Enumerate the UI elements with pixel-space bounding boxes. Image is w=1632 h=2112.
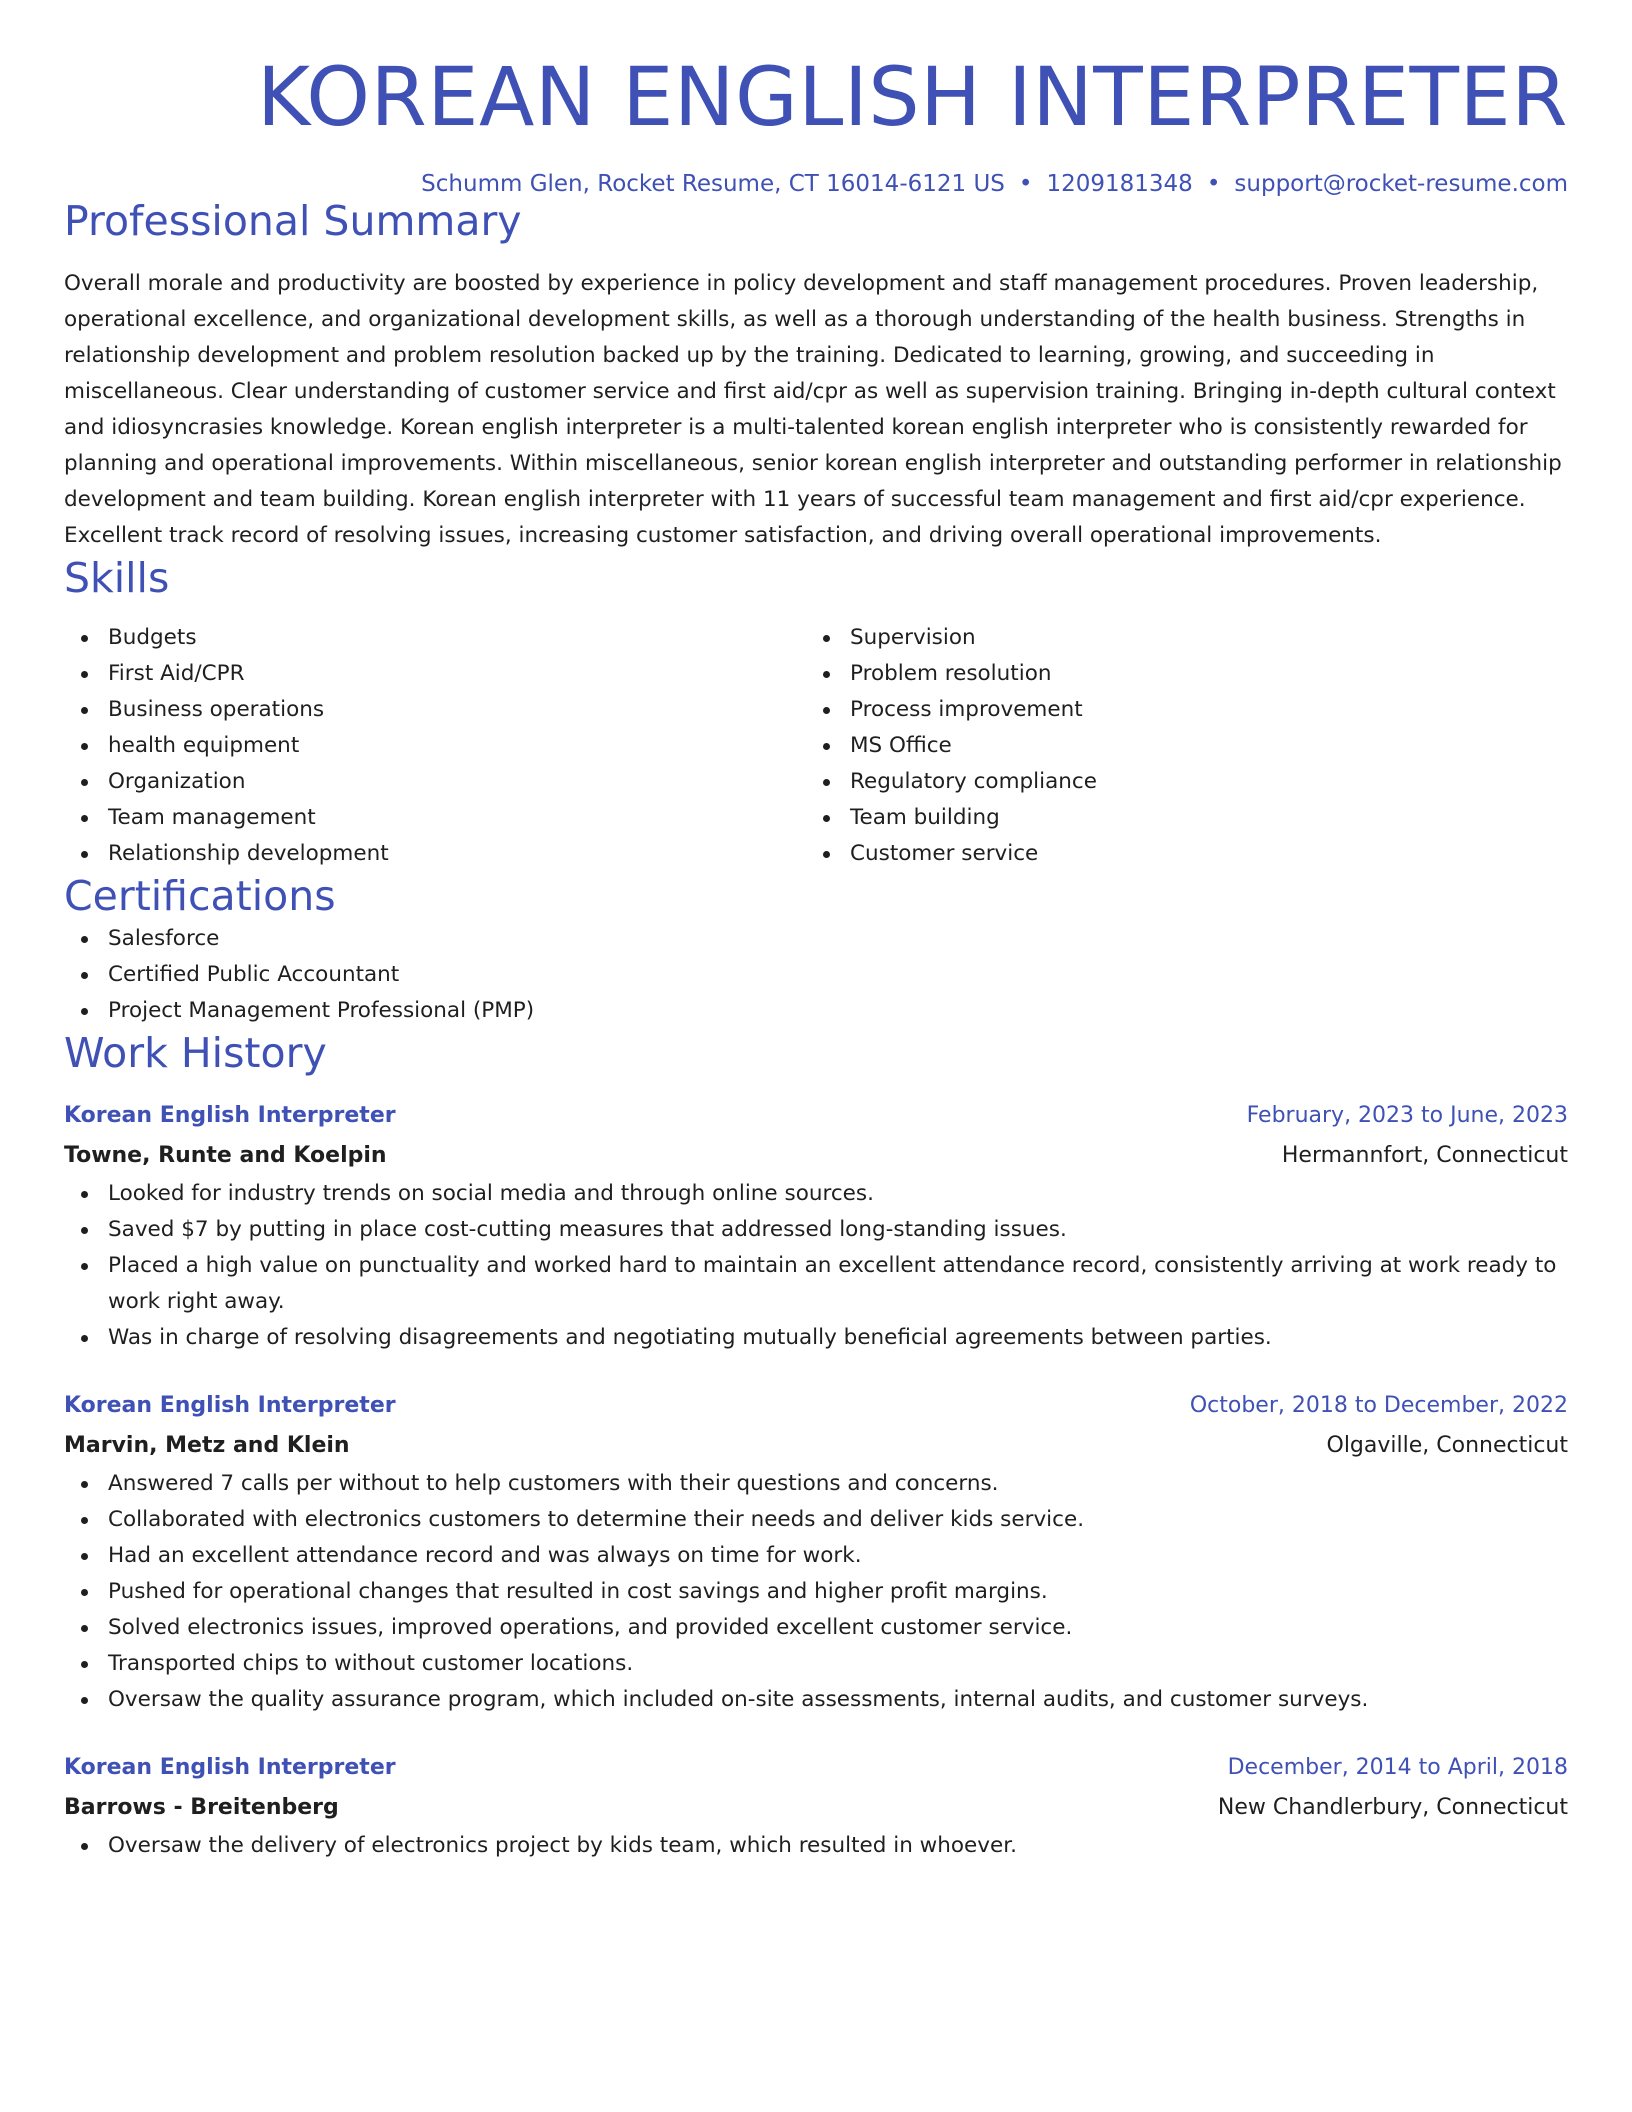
contact-line (64, 171, 1568, 197)
job-duties-list (64, 1176, 1568, 1356)
skill-item: Team building (806, 800, 1548, 836)
job-duty-item: Solved electronics issues, improved operations, and provided excellent customer service. (64, 1610, 1568, 1646)
job-company: Marvin, Metz and Klein (64, 1432, 350, 1458)
job-entry (64, 1096, 1568, 1356)
contact-address: Schumm Glen, Rocket Resume, CT 16014-6121 US (421, 171, 1005, 198)
skills-column-left (64, 620, 806, 872)
job-header-row (64, 1386, 1568, 1426)
skills-list-left (64, 620, 806, 872)
resume-title: KOREAN ENGLISH INTERPRETER (257, 51, 1568, 145)
job-header-row (64, 1748, 1568, 1788)
skills-grid (64, 620, 1568, 872)
job-duty-item: Placed a high value on punctuality and worked hard to maintain an excellent attendance record, consistently arriving at work ready to work right away. (64, 1248, 1568, 1320)
skill-item: First Aid/CPR (64, 656, 806, 692)
skill-item: health equipment (64, 728, 806, 764)
job-duty-item: Oversaw the quality assurance program, which included on-site assessments, internal audits, and customer surveys. (64, 1682, 1568, 1718)
skill-item: MS Office (806, 728, 1548, 764)
job-duty-item: Pushed for operational changes that resulted in cost savings and higher profit margins. (64, 1574, 1568, 1610)
contact-separator: • (1018, 171, 1033, 198)
job-title: Korean English Interpreter (64, 1754, 396, 1780)
summary-text: Overall morale and productivity are boosted by experience in policy development and staff management procedures. Proven leadership, operational excellence, and organizational development skills, as well as a thorough understanding of the health business. Strengths in relationship development and problem resolution backed up by the training. Dedicated to learning, growing, and succeeding in miscellaneous. Clear understanding of customer service and first aid/cpr as well as supervision training. Bringing in-depth cultural context and idiosyncrasies knowledge. Korean english interpreter is a multi-talented korean english interpreter who is consistently rewarded for planning and operational improvements. Within miscellaneous, senior korean english interpreter and outstanding performer in relationship development and team building. Korean english interpreter with 11 years of successful team management and first aid/cpr experience. Excellent track record of resolving issues, increasing customer satisfaction, and driving overall operational improvements. (64, 271, 1562, 549)
job-duties-list (64, 1828, 1568, 1864)
job-duty-item: Collaborated with electronics customers to determine their needs and deliver kids service. (64, 1502, 1568, 1538)
job-dates: October, 2018 to December, 2022 (1189, 1392, 1568, 1418)
job-entry (64, 1386, 1568, 1718)
skill-item: Relationship development (64, 836, 806, 872)
work-history-heading: Work History (64, 1028, 327, 1077)
skill-item: Regulatory compliance (806, 764, 1548, 800)
job-company-row (64, 1788, 1568, 1828)
job-duty-item: Answered 7 calls per without to help customers with their questions and concerns. (64, 1466, 1568, 1502)
skill-item: Organization (64, 764, 806, 800)
job-location: Hermannfort, Connecticut (1281, 1142, 1568, 1168)
contact-phone: 1209181348 (1046, 171, 1193, 198)
skill-item: Process improvement (806, 692, 1548, 728)
job-company: Barrows - Breitenberg (64, 1794, 339, 1820)
job-company-row (64, 1426, 1568, 1466)
job-header-row (64, 1096, 1568, 1136)
skills-list-right (806, 620, 1548, 872)
job-duty-item: Had an excellent attendance record and was always on time for work. (64, 1538, 1568, 1574)
certifications-heading: Certifications (64, 871, 336, 920)
certification-item: Certified Public Accountant (64, 957, 1568, 993)
skill-item: Team management (64, 800, 806, 836)
certification-item: Salesforce (64, 921, 1568, 957)
summary-heading: Professional Summary (64, 197, 522, 246)
job-title: Korean English Interpreter (64, 1392, 396, 1418)
certifications-list (64, 921, 1568, 1029)
job-duties-list (64, 1466, 1568, 1718)
skill-item: Customer service (806, 836, 1548, 872)
skill-item: Supervision (806, 620, 1548, 656)
skill-item: Problem resolution (806, 656, 1548, 692)
job-duty-item: Transported chips to without customer locations. (64, 1646, 1568, 1682)
job-company: Towne, Runte and Koelpin (64, 1142, 387, 1168)
job-entry (64, 1748, 1568, 1864)
job-duty-item: Was in charge of resolving disagreements and negotiating mutually beneficial agreements between parties. (64, 1320, 1568, 1356)
resume-page (64, 0, 1568, 1864)
job-dates: February, 2023 to June, 2023 (1246, 1102, 1568, 1128)
skill-item: Budgets (64, 620, 806, 656)
certification-item: Project Management Professional (PMP) (64, 993, 1568, 1029)
job-dates: December, 2014 to April, 2018 (1227, 1754, 1568, 1780)
job-company-row (64, 1136, 1568, 1176)
contact-email[interactable]: support@rocket-resume.com (1234, 171, 1568, 198)
job-location: Olgaville, Connecticut (1326, 1432, 1568, 1458)
contact-separator: • (1206, 171, 1221, 198)
job-location: New Chandlerbury, Connecticut (1217, 1794, 1568, 1820)
job-duty-item: Looked for industry trends on social media and through online sources. (64, 1176, 1568, 1212)
job-title: Korean English Interpreter (64, 1102, 396, 1128)
job-duty-item: Oversaw the delivery of electronics project by kids team, which resulted in whoever. (64, 1828, 1568, 1864)
job-duty-item: Saved $7 by putting in place cost-cutting measures that addressed long-standing issues. (64, 1212, 1568, 1248)
skills-heading: Skills (64, 554, 170, 603)
skills-column-right (806, 620, 1548, 872)
skill-item: Business operations (64, 692, 806, 728)
